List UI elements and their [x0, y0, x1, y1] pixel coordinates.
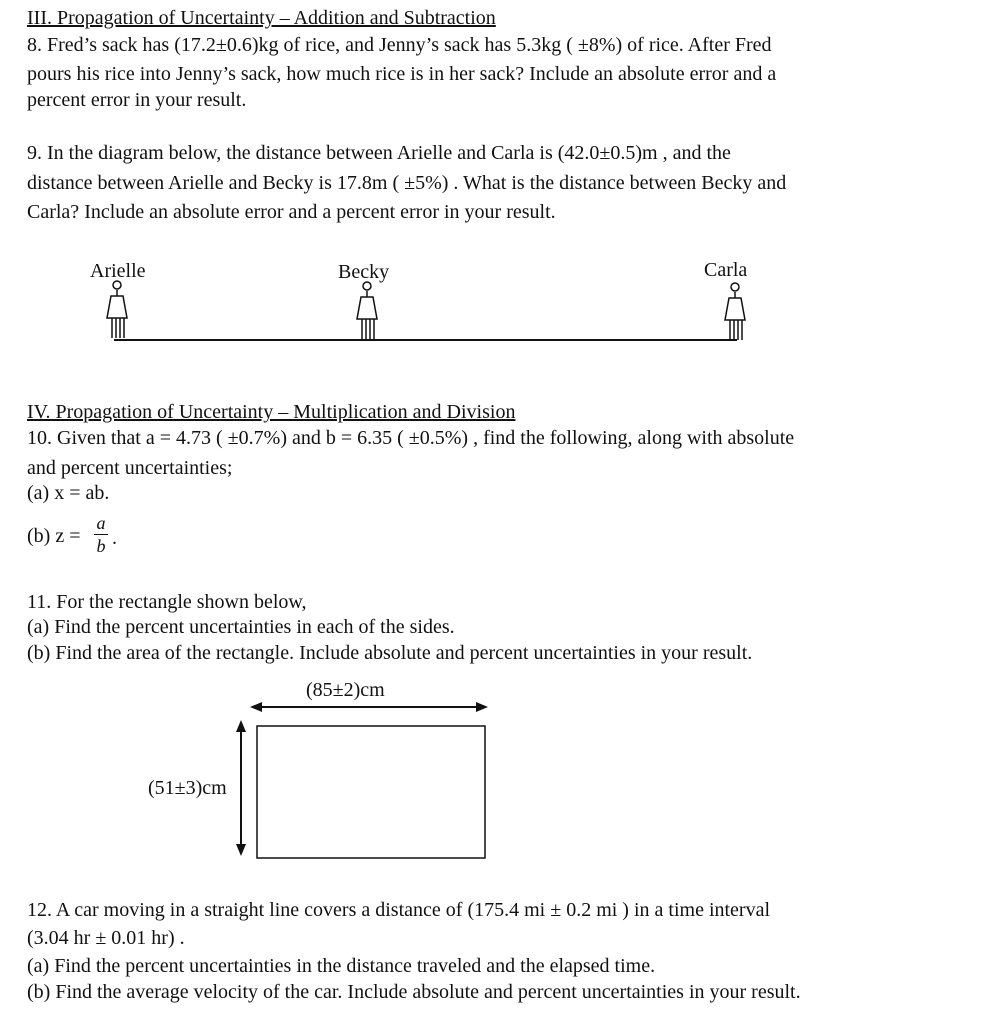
- label-arielle: Arielle: [90, 260, 146, 282]
- person-carla-icon: [725, 283, 745, 340]
- fraction-numerator: a: [96, 513, 106, 533]
- q11-line-2: (a) Find the percent uncertainties in each of the sides.: [27, 616, 455, 638]
- q8-line-2: pours his rice into Jenny’s sack, how much rice is in her sack? Include an absolute error and a: [27, 63, 777, 85]
- q10a-line: (a) x = ab.: [27, 482, 110, 504]
- q10-line-1: 10. Given that a = 4.73 ( ±0.7%) and b = 6.35 ( ±0.5%) , find the following, along with absolute: [27, 427, 795, 449]
- person-becky-icon: [357, 282, 377, 339]
- fraction-bar: [94, 534, 108, 535]
- q10-line-2: and percent uncertainties;: [27, 457, 233, 479]
- label-carla: Carla: [704, 259, 748, 281]
- height-arrow-icon: [236, 720, 246, 856]
- q9-line-1: 9. In the diagram below, the distance between Arielle and Carla is (42.0±0.5)m , and the: [27, 142, 731, 164]
- q10b-fraction: [94, 514, 108, 555]
- section-4-heading: IV. Propagation of Uncertainty – Multiplication and Division: [27, 401, 516, 423]
- q10b-prefix: (b) z =: [27, 525, 81, 547]
- section-3-heading: III. Propagation of Uncertainty – Addition and Subtraction: [27, 7, 496, 29]
- q12-line-3: (a) Find the percent uncertainties in the distance traveled and the elapsed time.: [27, 955, 656, 977]
- rect-height-label: (51±3)cm: [148, 777, 227, 799]
- q8-line-3: percent error in your result.: [27, 89, 247, 111]
- person-arielle-icon: [107, 281, 127, 338]
- q9-line-3: Carla? Include an absolute error and a percent error in your result.: [27, 201, 556, 223]
- q8-line-1: 8. Fred’s sack has (17.2±0.6)kg of rice, and Jenny’s sack has 5.3kg ( ±8%) of rice. After Fred: [27, 34, 772, 56]
- q9-line-2: distance between Arielle and Becky is 17.8m ( ±5%) . What is the distance between Becky and: [27, 172, 787, 194]
- q12-line-4: (b) Find the average velocity of the car. Include absolute and percent uncertainties in your result.: [27, 981, 801, 1003]
- q11-line-1: 11. For the rectangle shown below,: [27, 591, 307, 613]
- fraction-denominator: b: [96, 536, 106, 556]
- q12-line-1: 12. A car moving in a straight line covers a distance of (175.4 mi ± 0.2 mi ) in a time interval: [27, 899, 771, 921]
- label-becky: Becky: [338, 261, 390, 283]
- q10b-suffix: .: [112, 527, 117, 549]
- width-arrow-icon: [250, 702, 488, 712]
- rectangle-shape: [257, 726, 485, 858]
- q12-line-2: (3.04 hr ± 0.01 hr) .: [27, 927, 185, 949]
- rect-width-label: (85±2)cm: [306, 679, 385, 701]
- q11-line-3: (b) Find the area of the rectangle. Include absolute and percent uncertainties in your result.: [27, 642, 753, 664]
